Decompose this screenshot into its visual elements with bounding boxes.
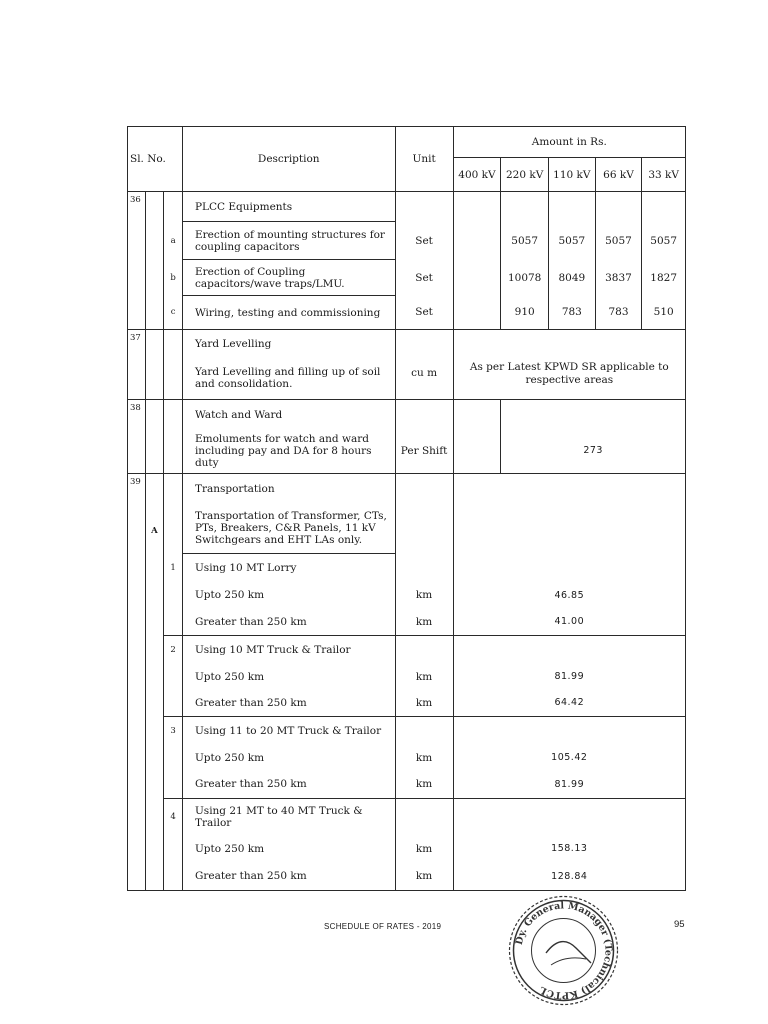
section-number: 36 <box>128 192 146 330</box>
table-row: b Erection of Coupling capacitors/wave traps/LMU. Set 10078 8049 3837 1827 <box>128 260 686 296</box>
table-row: c Wiring, testing and commissioning Set 910 783 783 510 <box>128 296 686 330</box>
section-title: PLCC Equipments <box>182 192 395 222</box>
rate-value: 105.42 <box>453 745 685 771</box>
header-amount: Amount in Rs. <box>453 127 685 158</box>
rate-value: 81.99 <box>453 771 685 799</box>
table-row: 2 Using 10 MT Truck & Trailor <box>128 636 686 664</box>
rate-value: As per Latest KPWD SR applicable to respective areas <box>453 330 685 400</box>
rate-value: 273 <box>501 400 686 474</box>
header-110kv: 110 kV <box>549 158 596 192</box>
rate-value: 64.42 <box>453 690 685 717</box>
seal-text: Dy. General Manager (Technical) KPTCL <box>513 900 614 1001</box>
table-row: Greater than 250 km km 81.99 <box>128 771 686 799</box>
rates-table: Sl. No. Description Unit Amount in Rs. 400 kV 220 kV 110 kV 66 kV 33 kV 36 PLCC Equipments a Erection of mounting structures for coupling capacitors Set 5057 5057 5057 5057 b Erection of Coupling capacitors/wave traps/LMU. Set 10078 8049 3837 1827 c Wiring, testing and commissioning Set 910 783 783 510 37 Yard Levelling cu m As per Latest KPWD SR applicable to respective areas Yard Levelling and filling up of soil and consolidation. 38 Watch and Ward Per Shift 273 Emoluments for watch and ward including pay and DA for 8 hours duty 39 A Transportation Transportation of Transformer, CTs, PTs, Breakers, C&R Panels, 11 kV Switchgears and EHT LAs only. 1 Using 10 MT Lorry Upto 250 km km 46.85 Greater than 250 km km 41.00 2 Using 10 MT Truck & Trailor Upto 250 km km 81.99 Greater than 250 km km 64.42 3 Using 11 to 20 MT Truck & Trailor Upto 250 km km 105.42 Greater than 250 km km 81.99 4 Using 21 MT to 40 MT Truck & Trailor Upto 250 km km 158.13 Greater than 250 km km 128.84 <box>127 126 686 891</box>
rate-value: 41.00 <box>453 609 685 636</box>
table-row: 38 Watch and Ward Per Shift 273 <box>128 400 686 430</box>
table-row <box>128 192 686 222</box>
header-220kv: 220 kV <box>501 158 549 192</box>
table-row: Upto 250 km km 81.99 <box>128 664 686 690</box>
table-row: Greater than 250 km km 64.42 <box>128 690 686 717</box>
subsection-title: Transportation of Transformer, CTs, PTs, Breakers, C&R Panels, 11 kV Switchgears and EHT LAs only. <box>182 504 395 554</box>
table-row: Upto 250 km km 46.85 <box>128 582 686 609</box>
table-row: 4 Using 21 MT to 40 MT Truck & Trailor <box>128 799 686 835</box>
subsection-label: A <box>151 526 158 536</box>
table-row: 3 Using 11 to 20 MT Truck & Trailor <box>128 717 686 745</box>
header-unit: Unit <box>395 127 453 192</box>
header-description: Description <box>182 127 395 192</box>
table-row <box>128 474 686 504</box>
official-seal-stamp <box>506 893 621 1008</box>
section-number: 38 <box>128 400 146 474</box>
header-33kv: 33 kV <box>642 158 686 192</box>
table-row: Greater than 250 km km 41.00 <box>128 609 686 636</box>
footer-title: SCHEDULE OF RATES - 2019 <box>324 922 442 931</box>
rate-value: 158.13 <box>453 835 685 863</box>
table-row: Upto 250 km km 105.42 <box>128 745 686 771</box>
table-row: Upto 250 km km 158.13 <box>128 835 686 863</box>
table-row: 37 Yard Levelling cu m As per Latest KPWD SR applicable to respective areas <box>128 330 686 358</box>
header-66kv: 66 kV <box>595 158 642 192</box>
rate-value: 46.85 <box>453 582 685 609</box>
header-sl-no: Sl. No. <box>128 127 183 192</box>
header-400kv: 400 kV <box>453 158 501 192</box>
rate-value: 128.84 <box>453 863 685 891</box>
section-title: Watch and Ward <box>182 400 395 430</box>
section-title: Yard Levelling <box>182 330 395 358</box>
page-number: 95 <box>674 919 685 930</box>
rate-value: 81.99 <box>453 664 685 690</box>
section-number: 37 <box>128 330 146 400</box>
table-row: 1 Using 10 MT Lorry <box>128 554 686 582</box>
table-row: a Erection of mounting structures for coupling capacitors Set 5057 5057 5057 5057 <box>128 222 686 260</box>
section-title: Transportation <box>182 474 395 504</box>
table-row: Greater than 250 km km 128.84 <box>128 863 686 891</box>
section-number: 39 <box>128 474 146 891</box>
